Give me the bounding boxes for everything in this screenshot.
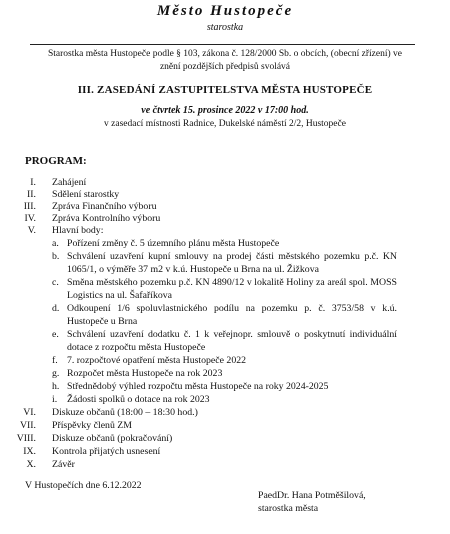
program-item-text: Příspěvky členů ZM — [52, 420, 132, 431]
program-subitem-text: Rozpočet města Hustopeče na rok 2023 — [67, 368, 223, 379]
program-subitem-text: Střednědobý výhled rozpočtu města Hustopeče na roky 2024-2025 — [67, 381, 329, 392]
program-item-number: VIII. — [16, 433, 36, 444]
program-subitem-text: Žádosti spolků o dotace na rok 2023 — [67, 394, 210, 405]
program-item-number: IV. — [24, 213, 36, 224]
program-subitem-letter: e. — [52, 329, 59, 340]
program-subitem-letter: a. — [52, 238, 59, 249]
program-item-number: X. — [26, 459, 36, 470]
meeting-heading: III. ZASEDÁNÍ ZASTUPITELSTVA MĚSTA HUSTOPEČE — [77, 84, 373, 96]
program-subitem-letter: d. — [52, 303, 60, 314]
program-subitem-text: Odkoupení 1/6 spoluvlastnického podílu na pozemku p. č. 3753/58 v k.ú. Hustopeče u Brna — [67, 303, 397, 327]
program-item-text: Zpráva Kontrolního výboru — [52, 213, 161, 224]
program-item-number: IX. — [23, 446, 36, 457]
program-subitem-text: Schválení uzavření dodatku č. 1 k veřejnopr. smlouvě o poskytnutí individuální dotace z rozpočtu města Hustopeče — [67, 329, 397, 353]
program-item-text: Sdělení starostky — [52, 189, 120, 200]
program-item-text: Zpráva Finančního výboru — [52, 201, 157, 212]
program-subitem-letter: b. — [52, 251, 60, 262]
program-subitem-text: 7. rozpočtové opatření města Hustopeče 2022 — [67, 355, 247, 366]
program-item-text: Diskuze občanů (18:00 – 18:30 hod.) — [52, 407, 198, 418]
signature-title: starostka města — [258, 503, 319, 514]
program-item-number: III. — [23, 201, 36, 212]
signature-name: PaedDr. Hana Potměšilová, — [258, 490, 366, 501]
program-subitem-letter: i. — [52, 394, 58, 405]
program-subitem-letter: f. — [52, 355, 58, 366]
program-item-text: Kontrola přijatých usnesení — [52, 446, 161, 457]
program-subitem-letter: h. — [52, 381, 60, 392]
program-subitem-text: Pořízení změny č. 5 územního plánu města Hustopeče — [67, 238, 280, 249]
page-subtitle: starostka — [206, 22, 244, 33]
program-label: PROGRAM: — [25, 155, 87, 167]
program-item-text: Závěr — [52, 459, 75, 470]
meeting-venue: v zasedací místnosti Radnice, Dukelské náměstí 2/2, Hustopeče — [104, 119, 346, 129]
header-divider — [30, 44, 415, 45]
program-subitem-letter: c. — [52, 277, 59, 288]
document-date: V Hustopečích dne 6.12.2022 — [25, 480, 142, 491]
program-item-number: I. — [30, 177, 36, 188]
program-item-number: VI. — [23, 407, 36, 418]
intro-line-2: znění pozdějších předpisů svolává — [159, 62, 291, 72]
meeting-date: ve čtvrtek 15. prosince 2022 v 17:00 hod. — [141, 105, 309, 116]
page-title: Město Hustopeče — [156, 3, 294, 19]
intro-line-1: Starostka města Hustopeče podle § 103, zákona č. 128/2000 Sb. o obcích, (obecní zřízení) ve — [47, 49, 403, 59]
program-subitem-letter: g. — [52, 368, 60, 379]
program-item-number: II. — [27, 189, 36, 200]
program-subitem-text: Schválení uzavření kupní smlouvy na prodej části městského pozemku p.č. KN 1065/1, o výměře 37 m2 v k.ú. Hustopeče u Brna na ul. Žižkova — [67, 251, 397, 275]
program-item-text: Hlavní body: — [52, 225, 104, 236]
program-item-text: Zahájení — [52, 177, 87, 188]
program-item-number: V. — [27, 225, 36, 236]
program-item-text: Diskuze občanů (pokračování) — [52, 433, 173, 444]
program-item-number: VII. — [19, 420, 36, 431]
program-subitem-text: Směna městského pozemku p.č. KN 4890/12 v lokalitě Holiny za areál spol. MOSS Logistics na ul. Šafaříkova — [67, 277, 397, 301]
